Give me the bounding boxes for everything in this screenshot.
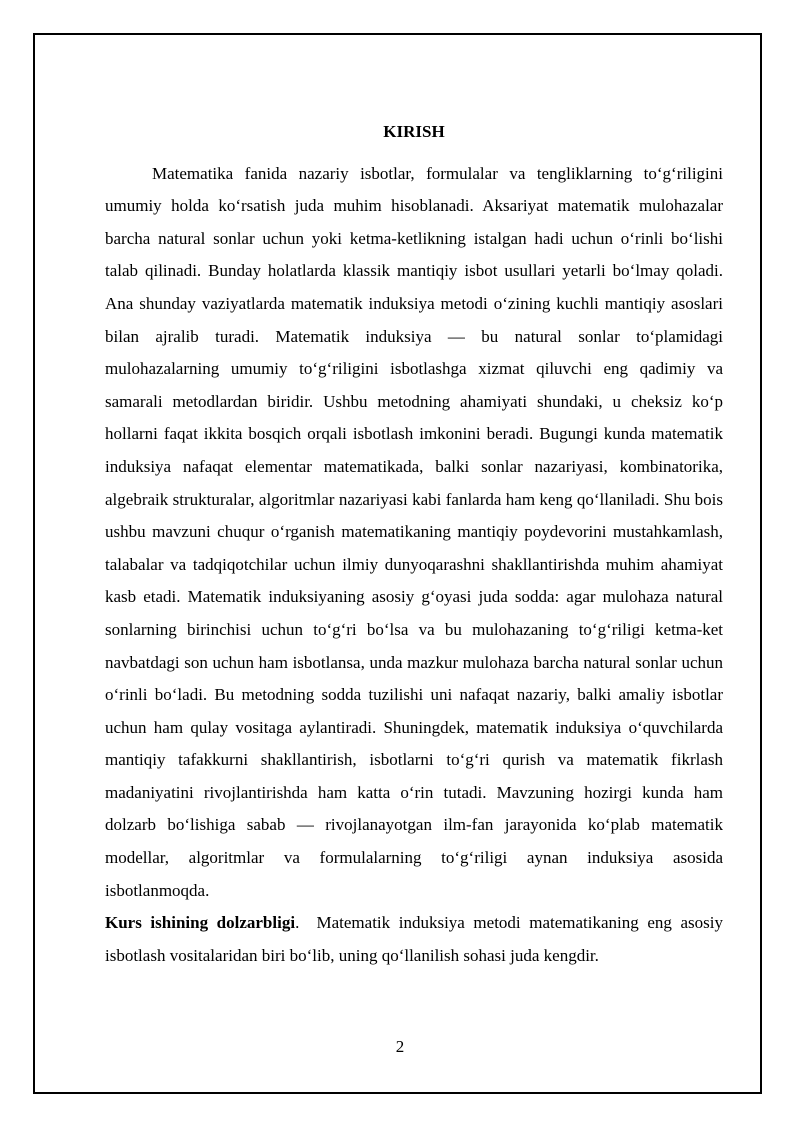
page-number: 2 <box>395 1037 405 1056</box>
relevance-paragraph <box>105 907 723 972</box>
intro-paragraph: Matematika fanida nazariy isbotlar, formulalar va tengliklarning to‘g‘riligini umumiy holda ko‘rsatish juda muhim hisoblanadi. Aksariyat matematik mulohazalar barcha natural sonlar uchun yoki ketma-ketlikning istalgan hadi uchun o‘rinli bo‘lishi talab qilinadi. Bunday holatlarda klassik mantiqiy isbot usullari yetarli bo‘lmay qoladi. Ana shunday vaziyatlarda matematik induksiya metodi o‘zining kuchli mantiqiy asoslari bilan ajralib turadi. Matematik induksiya — bu natural sonlar to‘plamidagi mulohazalarning umumiy to‘g‘riligini isbotlashga xizmat qiluvchi eng qadimiy va samarali metodlardan biridir. Ushbu metodning ahamiyati shundaki, u cheksiz ko‘p hollarni faqat ikkita bosqich orqali isbotlash imkonini beradi. Bugungi kunda matematik induksiya nafaqat elementar matematikada, balki sonlar nazariyasi, kombinatorika, algebraik strukturalar, algoritmlar nazariyasi kabi fanlarda ham keng qo‘llaniladi. Shu bois ushbu mavzuni chuqur o‘rganish matematikaning mantiqiy poydevorini mustahkamlash, talabalar va tadqiqotchilar uchun ilmiy dunyoqarashni shakllantirishda muhim ahamiyat kasb etadi. Matematik induksiyaning asosiy g‘oyasi juda sodda: agar mulohaza natural sonlarning birinchisi uchun to‘g‘ri bo‘lsa va bu mulohazaning to‘g‘riligi ketma-ket navbatdagi son uchun ham isbotlansa, unda mazkur mulohaza barcha natural sonlar uchun o‘rinli bo‘ladi. Bu metodning sodda tuzilishi uni nafaqat nazariy, balki amaliy isbotlar uchun ham qulay vositaga aylantiradi. Shuningdek, matematik induksiya o‘quvchilarda mantiqiy tafakkurni shakllantirish, isbotlarni to‘g‘ri qurish va matematik fikrlash madaniyatini rivojlantirishda ham katta o‘rin tutadi. Mavzuning hozirgi kunda ham dolzarb bo‘lishiga sabab — rivojlanayotgan ilm-fan jarayonida ko‘plab matematik modellar, algoritmlar va formulalarning to‘g‘riligi aynan induksiya asosida isbotlanmoqda. <box>105 163 723 900</box>
page-content <box>105 116 723 972</box>
section-title: KIRISH <box>383 122 445 141</box>
relevance-heading-suffix: . <box>295 913 300 933</box>
relevance-heading: Kurs ishining dolzarbligi <box>105 913 296 933</box>
relevance-text: Matematik induksiya metodi matematikaning eng asosiy isbotlash vositalaridan biri bo‘lib, uning qo‘llanilish sohasi juda kengdir. <box>105 913 723 965</box>
